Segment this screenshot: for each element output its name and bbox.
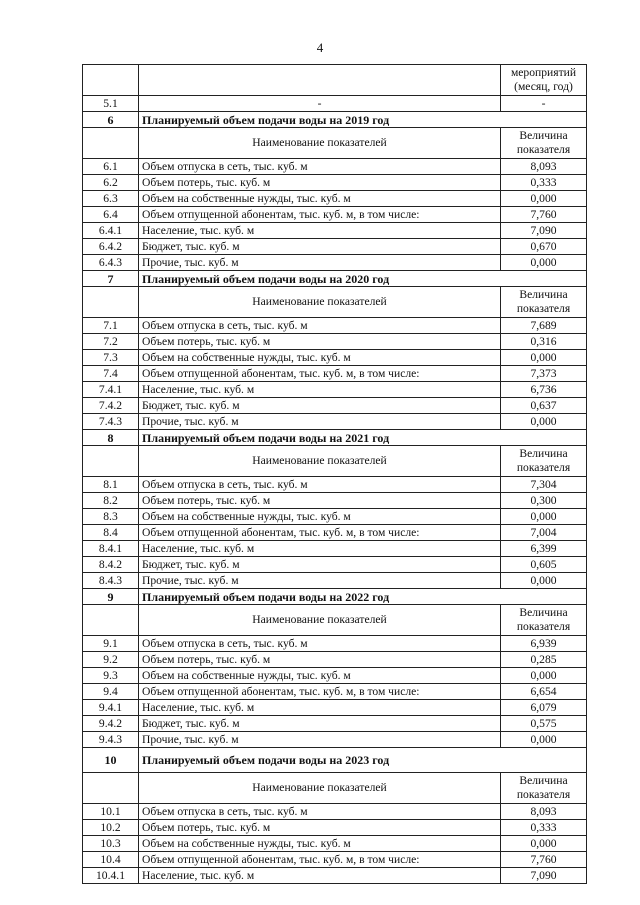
row-value: 0,300: [501, 493, 587, 509]
section-header-row: [83, 112, 587, 128]
table-row: [83, 732, 587, 748]
table-row: [83, 836, 587, 852]
section-number: 7: [83, 271, 139, 287]
row-value: 8,093: [501, 804, 587, 820]
table-row: [83, 684, 587, 700]
row-value: 6,079: [501, 700, 587, 716]
table-row: [83, 239, 587, 255]
table-row: [83, 557, 587, 573]
row-value: 7,004: [501, 525, 587, 541]
row-value: 0,000: [501, 573, 587, 589]
table-row: [83, 223, 587, 239]
table-row: [83, 382, 587, 398]
row-number: 6.1: [83, 159, 139, 175]
section-number: 8: [83, 430, 139, 446]
row-value: 7,760: [501, 207, 587, 223]
row-name: Объем отпущенной абонентам, тыс. куб. м, в том числе:: [139, 207, 501, 223]
row-name: Бюджет, тыс. куб. м: [139, 398, 501, 414]
header-value: Величина показателя: [501, 287, 587, 318]
row-number: 10.2: [83, 820, 139, 836]
table-row: [83, 65, 587, 96]
table-row: [83, 255, 587, 271]
row-number: 10.3: [83, 836, 139, 852]
row-number: 6.2: [83, 175, 139, 191]
section-title: Планируемый объем подачи воды на 2020 год: [139, 271, 587, 287]
row-name: Прочие, тыс. куб. м: [139, 255, 501, 271]
table-row: [83, 318, 587, 334]
row-number: 7.1: [83, 318, 139, 334]
table-row: [83, 700, 587, 716]
row-value: 0,000: [501, 414, 587, 430]
row-number: 8.1: [83, 477, 139, 493]
header-name: Наименование показателей: [139, 287, 501, 318]
section-header-row: [83, 430, 587, 446]
row-number: 9.4.3: [83, 732, 139, 748]
row-value: 0,333: [501, 175, 587, 191]
row-value: 0,000: [501, 509, 587, 525]
row-number: 8.2: [83, 493, 139, 509]
table-row: [83, 636, 587, 652]
table-row: [83, 541, 587, 557]
table-body: [83, 65, 587, 884]
row-name: Бюджет, тыс. куб. м: [139, 557, 501, 573]
header-blank: [83, 446, 139, 477]
row-name: Объем потерь, тыс. куб. м: [139, 175, 501, 191]
section-title: Планируемый объем подачи воды на 2023 год: [139, 748, 587, 773]
row-value: 0,000: [501, 732, 587, 748]
table-row: [83, 414, 587, 430]
row-number: 7.2: [83, 334, 139, 350]
row-value: 6,939: [501, 636, 587, 652]
section-number: 10: [83, 748, 139, 773]
row-number: 10.4.1: [83, 868, 139, 884]
row-name: Объем отпуска в сеть, тыс. куб. м: [139, 804, 501, 820]
header-blank: [83, 287, 139, 318]
section-header-row: [83, 748, 587, 773]
row-number: 9.4.1: [83, 700, 139, 716]
table-row: [83, 398, 587, 414]
table-row: [83, 804, 587, 820]
row-name: Объем отпущенной абонентам, тыс. куб. м, в том числе:: [139, 852, 501, 868]
row-number: 8.4.3: [83, 573, 139, 589]
row-name: Объем на собственные нужды, тыс. куб. м: [139, 509, 501, 525]
row-number: 7.4.2: [83, 398, 139, 414]
row-number: 6.3: [83, 191, 139, 207]
table-row: [83, 820, 587, 836]
row-value: 6,736: [501, 382, 587, 398]
header-name: Наименование показателей: [139, 605, 501, 636]
header-name: Наименование показателей: [139, 446, 501, 477]
row-name: Объем отпущенной абонентам, тыс. куб. м, в том числе:: [139, 525, 501, 541]
section-header-row: [83, 271, 587, 287]
table-row: [83, 573, 587, 589]
row-name: Объем потерь, тыс. куб. м: [139, 652, 501, 668]
row-number: 5.1: [83, 96, 139, 112]
row-value: 0,316: [501, 334, 587, 350]
header-blank: [83, 128, 139, 159]
table-row: [83, 191, 587, 207]
row-name: Объем отпуска в сеть, тыс. куб. м: [139, 318, 501, 334]
header-name: Наименование показателей: [139, 128, 501, 159]
row-number: 9.4: [83, 684, 139, 700]
row-value: 7,304: [501, 477, 587, 493]
row-number: 8.4: [83, 525, 139, 541]
table-row: [83, 366, 587, 382]
row-number: 9.1: [83, 636, 139, 652]
row-number: 7.3: [83, 350, 139, 366]
measures-period-label: мероприятий (месяц, год): [501, 65, 587, 96]
row-value: 7,090: [501, 868, 587, 884]
header-value: Величина показателя: [501, 605, 587, 636]
row-value: 0,605: [501, 557, 587, 573]
row-name: Объем на собственные нужды, тыс. куб. м: [139, 836, 501, 852]
water-supply-table: [82, 64, 587, 884]
row-value: 0,000: [501, 668, 587, 684]
table-row: [83, 334, 587, 350]
row-name: Объем на собственные нужды, тыс. куб. м: [139, 668, 501, 684]
row-name: Население, тыс. куб. м: [139, 223, 501, 239]
table-row: [83, 96, 587, 112]
page-number: 4: [316, 40, 324, 55]
header-name: Наименование показателей: [139, 773, 501, 804]
row-name: Население, тыс. куб. м: [139, 868, 501, 884]
row-number: 7.4: [83, 366, 139, 382]
row-number: 6.4: [83, 207, 139, 223]
table-row: [83, 668, 587, 684]
table-row: [83, 207, 587, 223]
column-header-row: [83, 287, 587, 318]
column-header-row: [83, 446, 587, 477]
section-number: 6: [83, 112, 139, 128]
column-header-row: [83, 773, 587, 804]
table-row: [83, 652, 587, 668]
table-row: [83, 509, 587, 525]
row-value: -: [501, 96, 587, 112]
row-number: 6.4.2: [83, 239, 139, 255]
row-value: 0,285: [501, 652, 587, 668]
row-name: Объем отпуска в сеть, тыс. куб. м: [139, 159, 501, 175]
row-value: 7,689: [501, 318, 587, 334]
column-header-row: [83, 128, 587, 159]
row-name: Бюджет, тыс. куб. м: [139, 239, 501, 255]
row-number: 10.1: [83, 804, 139, 820]
header-value: Величина показателя: [501, 128, 587, 159]
row-number: 9.3: [83, 668, 139, 684]
row-number: 8.4.2: [83, 557, 139, 573]
row-name: Прочие, тыс. куб. м: [139, 732, 501, 748]
row-value: 6,654: [501, 684, 587, 700]
header-blank: [83, 773, 139, 804]
row-value: 0,000: [501, 350, 587, 366]
row-number: 7.4.3: [83, 414, 139, 430]
table-row: [83, 350, 587, 366]
header-value: Величина показателя: [501, 773, 587, 804]
table-row: [83, 852, 587, 868]
row-name: Объем потерь, тыс. куб. м: [139, 820, 501, 836]
row-name: Объем отпуска в сеть, тыс. куб. м: [139, 636, 501, 652]
row-value: 7,373: [501, 366, 587, 382]
row-value: 7,090: [501, 223, 587, 239]
row-value: 0,575: [501, 716, 587, 732]
row-number: 6.4.1: [83, 223, 139, 239]
row-name: Прочие, тыс. куб. м: [139, 573, 501, 589]
section-title: Планируемый объем подачи воды на 2019 год: [139, 112, 587, 128]
row-name: Население, тыс. куб. м: [139, 700, 501, 716]
table-row: [83, 716, 587, 732]
row-number: 10.4: [83, 852, 139, 868]
row-number: 9.2: [83, 652, 139, 668]
header-blank: [83, 605, 139, 636]
section-number: 9: [83, 589, 139, 605]
row-name: Население, тыс. куб. м: [139, 541, 501, 557]
table-row: [83, 477, 587, 493]
row-name: Объем отпущенной абонентам, тыс. куб. м, в том числе:: [139, 366, 501, 382]
section-header-row: [83, 589, 587, 605]
table-row: [83, 159, 587, 175]
row-name: Объем потерь, тыс. куб. м: [139, 334, 501, 350]
row-number: [83, 65, 139, 96]
row-name: Бюджет, тыс. куб. м: [139, 716, 501, 732]
row-name: Прочие, тыс. куб. м: [139, 414, 501, 430]
row-value: 0,000: [501, 191, 587, 207]
row-value: 0,000: [501, 836, 587, 852]
row-name: -: [139, 96, 501, 112]
section-title: Планируемый объем подачи воды на 2022 год: [139, 589, 587, 605]
header-value: Величина показателя: [501, 446, 587, 477]
row-number: 6.4.3: [83, 255, 139, 271]
row-name: [139, 65, 501, 96]
row-name: Объем отпуска в сеть, тыс. куб. м: [139, 477, 501, 493]
row-name: Население, тыс. куб. м: [139, 382, 501, 398]
row-value: 6,399: [501, 541, 587, 557]
row-number: 8.4.1: [83, 541, 139, 557]
row-name: Объем на собственные нужды, тыс. куб. м: [139, 350, 501, 366]
row-value: 8,093: [501, 159, 587, 175]
row-name: Объем на собственные нужды, тыс. куб. м: [139, 191, 501, 207]
section-title: Планируемый объем подачи воды на 2021 год: [139, 430, 587, 446]
column-header-row: [83, 605, 587, 636]
table-row: [83, 868, 587, 884]
table-row: [83, 493, 587, 509]
row-value: 7,760: [501, 852, 587, 868]
row-number: 9.4.2: [83, 716, 139, 732]
row-name: Объем отпущенной абонентам, тыс. куб. м, в том числе:: [139, 684, 501, 700]
row-name: Объем потерь, тыс. куб. м: [139, 493, 501, 509]
row-value: 0,637: [501, 398, 587, 414]
row-number: 8.3: [83, 509, 139, 525]
row-value: 0,000: [501, 255, 587, 271]
row-number: 7.4.1: [83, 382, 139, 398]
table-row: [83, 525, 587, 541]
row-value: 0,333: [501, 820, 587, 836]
row-value: 0,670: [501, 239, 587, 255]
table-row: [83, 175, 587, 191]
